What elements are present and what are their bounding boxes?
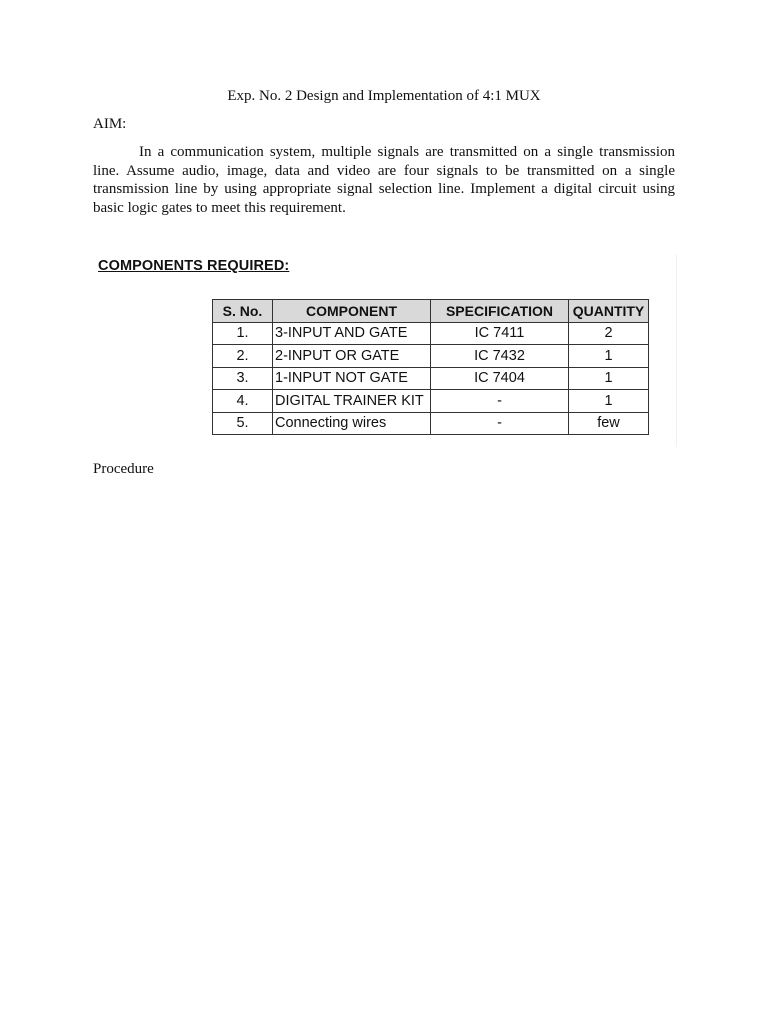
cell-specification: - [431,390,569,413]
table-row [213,367,649,390]
cell-component: Connecting wires [273,412,431,435]
components-table [212,299,649,435]
cell-specification: IC 7404 [431,367,569,390]
cell-specification: IC 7432 [431,345,569,368]
table-row [213,412,649,435]
table-row [213,345,649,368]
cell-quantity: 1 [569,345,649,368]
cell-component: 2-INPUT OR GATE [273,345,431,368]
cell-sno: 1. [213,322,273,345]
cell-sno: 2. [213,345,273,368]
components-heading: COMPONENTS REQUIRED: [98,258,290,274]
cell-component: 3-INPUT AND GATE [273,322,431,345]
cell-component: 1-INPUT NOT GATE [273,367,431,390]
cell-quantity: 1 [569,367,649,390]
cell-quantity: few [569,412,649,435]
cell-component: DIGITAL TRAINER KIT [273,390,431,413]
cell-specification: - [431,412,569,435]
header-specification: SPECIFICATION [431,300,569,323]
header-sno: S. No. [213,300,273,323]
procedure-label: Procedure [93,461,154,477]
cell-sno: 4. [213,390,273,413]
table-row [213,322,649,345]
cell-specification: IC 7411 [431,322,569,345]
cell-quantity: 2 [569,322,649,345]
table-row [213,390,649,413]
cell-sno: 5. [213,412,273,435]
aim-paragraph: In a communication system, multiple signals are transmitted on a single transmission line. Assume audio, image, data and video are four signals to be transmitted on a single transmission line by using appropriate signal selection line. Implement a digital circuit using basic logic gates to meet this requirement. [93,144,675,216]
components-section [93,254,677,447]
header-component: COMPONENT [273,300,431,323]
document-title: Exp. No. 2 Design and Implementation of 4:1 MUX [227,88,541,104]
header-quantity: QUANTITY [569,300,649,323]
cell-quantity: 1 [569,390,649,413]
cell-sno: 3. [213,367,273,390]
table-header-row [213,300,649,323]
aim-label: AIM: [93,116,127,132]
